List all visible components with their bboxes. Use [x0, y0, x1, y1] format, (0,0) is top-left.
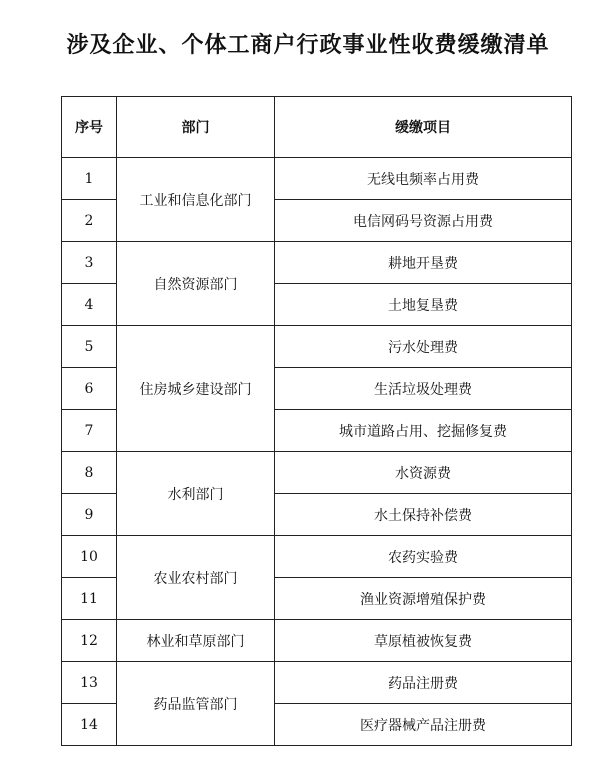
seq-cell: 1	[62, 158, 117, 200]
seq-cell: 13	[62, 662, 117, 704]
item-cell: 渔业资源增殖保护费	[275, 578, 572, 620]
seq-cell: 10	[62, 536, 117, 578]
seq-cell: 2	[62, 200, 117, 242]
header-item: 缓缴项目	[275, 97, 572, 158]
item-cell: 电信网码号资源占用费	[275, 200, 572, 242]
seq-cell: 11	[62, 578, 117, 620]
table-body	[62, 158, 572, 746]
item-cell: 无线电频率占用费	[275, 158, 572, 200]
dept-cell: 农业农村部门	[117, 536, 275, 620]
seq-cell: 12	[62, 620, 117, 662]
header-dept: 部门	[117, 97, 275, 158]
table-row	[62, 620, 572, 662]
table-row	[62, 326, 572, 368]
fee-table	[61, 96, 572, 746]
dept-cell: 药品监管部门	[117, 662, 275, 746]
seq-cell: 3	[62, 242, 117, 284]
seq-cell: 5	[62, 326, 117, 368]
item-cell: 耕地开垦费	[275, 242, 572, 284]
item-cell: 水土保持补偿费	[275, 494, 572, 536]
item-cell: 医疗器械产品注册费	[275, 704, 572, 746]
table-header-row	[62, 97, 572, 158]
seq-cell: 9	[62, 494, 117, 536]
seq-cell: 8	[62, 452, 117, 494]
item-cell: 药品注册费	[275, 662, 572, 704]
dept-cell: 住房城乡建设部门	[117, 326, 275, 452]
seq-cell: 7	[62, 410, 117, 452]
seq-cell: 6	[62, 368, 117, 410]
header-seq: 序号	[62, 97, 117, 158]
seq-cell: 4	[62, 284, 117, 326]
item-cell: 污水处理费	[275, 326, 572, 368]
item-cell: 草原植被恢复费	[275, 620, 572, 662]
dept-cell: 林业和草原部门	[117, 620, 275, 662]
dept-cell: 水利部门	[117, 452, 275, 536]
item-cell: 土地复垦费	[275, 284, 572, 326]
item-cell: 农药实验费	[275, 536, 572, 578]
table-row	[62, 536, 572, 578]
page-title: 涉及企业、个体工商户行政事业性收费缓缴清单	[66, 33, 550, 58]
dept-cell: 工业和信息化部门	[117, 158, 275, 242]
table-row	[62, 158, 572, 200]
item-cell: 城市道路占用、挖掘修复费	[275, 410, 572, 452]
table-row	[62, 452, 572, 494]
table-row	[62, 662, 572, 704]
dept-cell: 自然资源部门	[117, 242, 275, 326]
seq-cell: 14	[62, 704, 117, 746]
item-cell: 生活垃圾处理费	[275, 368, 572, 410]
item-cell: 水资源费	[275, 452, 572, 494]
table-row	[62, 242, 572, 284]
